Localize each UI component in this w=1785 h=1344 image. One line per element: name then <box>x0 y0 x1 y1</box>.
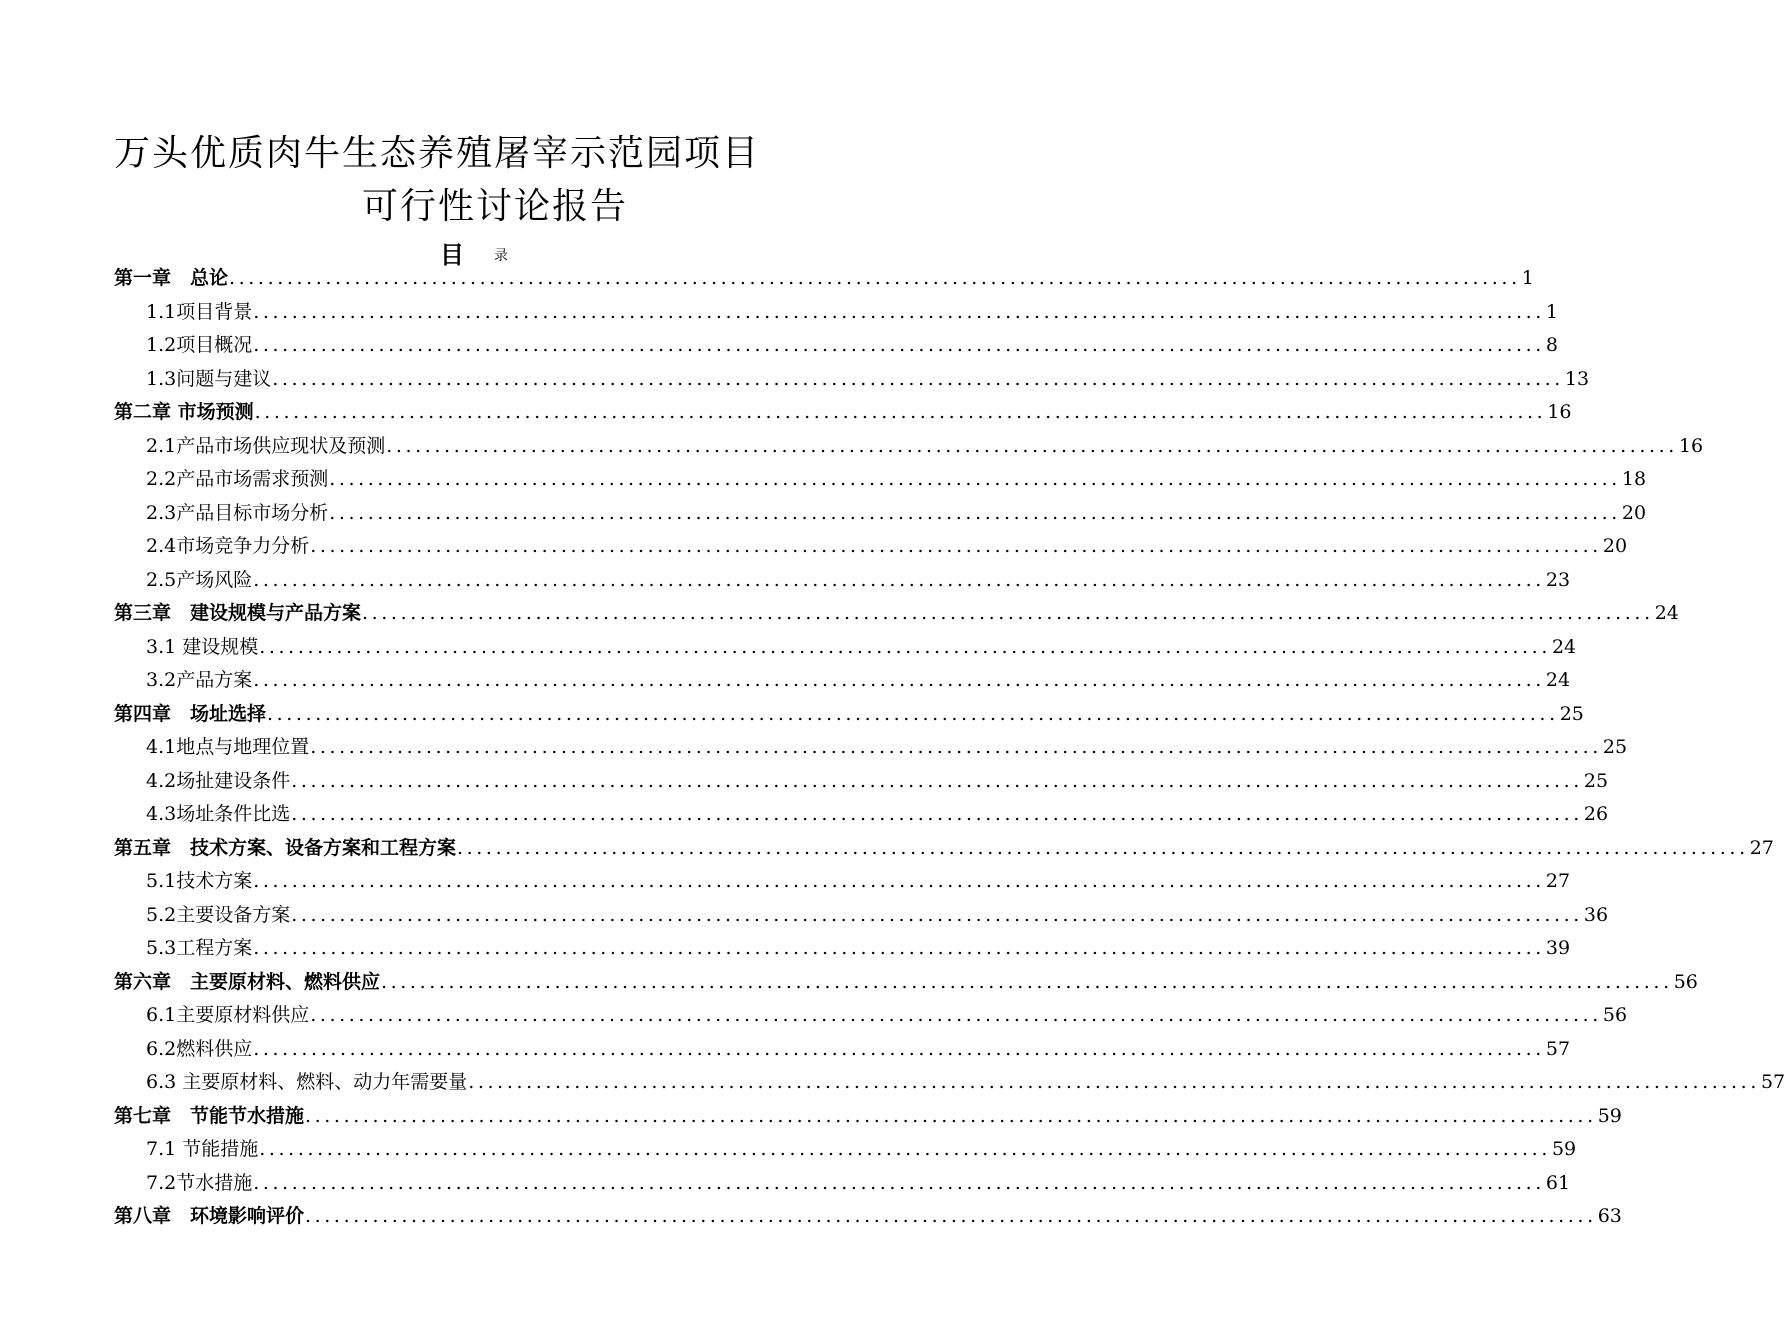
toc-section-entry[interactable] <box>114 463 1647 497</box>
toc-page-number: 27 <box>1545 870 1571 892</box>
toc-entry-title: 第六章 主要原材料、燃料供应 <box>114 970 381 993</box>
toc-section-entry[interactable] <box>114 296 1559 330</box>
toc-entry-title: 3.2产品方案 <box>146 669 253 691</box>
toc-entry-title: 第七章 节能节水措施 <box>114 1104 305 1127</box>
toc-page-number: 16 <box>1678 434 1704 457</box>
toc-section-entry[interactable] <box>114 430 1704 464</box>
toc-chapter-entry[interactable] <box>114 262 1534 296</box>
toc-page-number: 36 <box>1583 903 1609 926</box>
toc-dot-leader: ...................................................................................................................................... <box>305 1104 1597 1127</box>
toc-entry-title: 4.3场址条件比选 <box>146 803 291 825</box>
toc-section-entry[interactable] <box>114 865 1571 899</box>
toc-dot-leader: ...................................................................................................................................... <box>253 1037 1545 1060</box>
toc-dot-leader: ...................................................................................................................................... <box>253 937 1545 959</box>
toc-page-number: 56 <box>1673 970 1698 993</box>
table-of-contents <box>114 262 1785 1234</box>
toc-page-number: 1 <box>1545 300 1559 323</box>
toc-entry-title: 2.2产品市场需求预测 <box>146 468 329 490</box>
toc-heading-mu: 目 <box>440 240 464 269</box>
toc-dot-leader: ...................................................................................................................................... <box>457 836 1749 859</box>
toc-section-entry[interactable] <box>114 329 1559 363</box>
toc-dot-leader: ...................................................................................................................................... <box>253 870 1545 892</box>
toc-dot-leader: ...................................................................................................................................... <box>259 635 1551 658</box>
toc-dot-leader: ...................................................................................................................................... <box>253 300 1545 323</box>
toc-section-entry[interactable] <box>114 999 1628 1033</box>
toc-page-number: 13 <box>1564 367 1590 390</box>
toc-dot-leader: ...................................................................................................................................... <box>310 1004 1602 1026</box>
toc-section-entry[interactable] <box>114 530 1628 564</box>
toc-entry-title: 3.1 建设规模 <box>146 635 259 658</box>
toc-entry-title: 6.1主要原材料供应 <box>146 1004 310 1026</box>
toc-page-number: 24 <box>1551 635 1577 658</box>
toc-page-number: 59 <box>1597 1104 1622 1127</box>
toc-dot-leader: ...................................................................................................................................... <box>386 434 1678 457</box>
toc-entry-title: 1.3问题与建议 <box>146 367 272 390</box>
toc-section-entry[interactable] <box>114 631 1577 665</box>
toc-section-entry[interactable] <box>114 564 1571 598</box>
toc-page-number: 18 <box>1621 468 1647 490</box>
toc-dot-leader: ...................................................................................................................................... <box>291 769 1583 792</box>
toc-page-number: 20 <box>1602 535 1628 557</box>
toc-dot-leader: ...................................................................................................................................... <box>253 1171 1545 1194</box>
toc-entry-title: 5.2主要设备方案 <box>146 903 291 926</box>
toc-section-entry[interactable] <box>114 1167 1571 1201</box>
toc-section-entry[interactable] <box>114 497 1647 531</box>
toc-page-number: 25 <box>1602 736 1628 758</box>
toc-page-number: 57 <box>1760 1071 1785 1093</box>
toc-section-entry[interactable] <box>114 899 1609 933</box>
toc-page-number: 16 <box>1547 401 1572 423</box>
toc-page-number: 20 <box>1621 501 1647 524</box>
toc-section-entry[interactable] <box>114 1033 1571 1067</box>
toc-page-number: 27 <box>1749 836 1774 859</box>
toc-page-number: 61 <box>1545 1171 1571 1194</box>
toc-page-number: 8 <box>1545 334 1559 356</box>
toc-section-entry[interactable] <box>114 932 1571 966</box>
toc-entry-title: 1.2项目概况 <box>146 334 253 356</box>
toc-dot-leader: ...................................................................................................................................... <box>291 803 1583 825</box>
toc-dot-leader: ...................................................................................................................................... <box>329 501 1621 524</box>
toc-entry-title: 第四章 场址选择 <box>114 702 267 725</box>
toc-dot-leader: ...................................................................................................................................... <box>291 903 1583 926</box>
toc-page-number: 57 <box>1545 1037 1571 1060</box>
toc-page-number: 63 <box>1597 1205 1622 1227</box>
toc-chapter-entry[interactable] <box>114 1100 1622 1134</box>
toc-section-entry[interactable] <box>114 765 1609 799</box>
toc-page-number: 26 <box>1583 803 1609 825</box>
toc-chapter-entry[interactable] <box>114 396 1572 430</box>
toc-section-entry[interactable] <box>114 363 1590 397</box>
toc-section-entry[interactable] <box>114 664 1571 698</box>
toc-chapter-entry[interactable] <box>114 832 1774 866</box>
toc-entry-title: 第八章 环境影响评价 <box>114 1205 305 1227</box>
toc-dot-leader: ...................................................................................................................................... <box>381 970 1673 993</box>
toc-dot-leader: ...................................................................................................................................... <box>253 669 1545 691</box>
toc-entry-title: 第一章 总论 <box>114 267 229 289</box>
toc-entry-title: 第三章 建设规模与产品方案 <box>114 602 362 624</box>
toc-page-number: 25 <box>1559 702 1584 725</box>
document-title-line1: 万头优质肉牛生态养殖屠宰示范园项目 <box>114 133 761 174</box>
toc-page-number: 59 <box>1551 1138 1577 1160</box>
toc-page-number: 24 <box>1545 669 1571 691</box>
toc-entry-title: 6.2燃料供应 <box>146 1037 253 1060</box>
toc-page-number: 24 <box>1654 602 1679 624</box>
toc-dot-leader: ...................................................................................................................................... <box>253 568 1545 591</box>
toc-page-number: 25 <box>1583 769 1609 792</box>
toc-chapter-entry[interactable] <box>114 966 1698 1000</box>
toc-section-entry[interactable] <box>114 1133 1577 1167</box>
toc-dot-leader: ...................................................................................................................................... <box>267 702 1559 725</box>
toc-section-entry[interactable] <box>114 731 1628 765</box>
toc-chapter-entry[interactable] <box>114 698 1584 732</box>
toc-dot-leader: ...................................................................................................................................... <box>305 1205 1597 1227</box>
toc-entry-title: 4.2场扯建设条件 <box>146 769 291 792</box>
toc-dot-leader: ...................................................................................................................................... <box>272 367 1564 390</box>
toc-section-entry[interactable] <box>114 798 1609 832</box>
toc-dot-leader: ...................................................................................................................................... <box>329 468 1621 490</box>
toc-page-number: 56 <box>1602 1004 1628 1026</box>
toc-entry-title: 2.4市场竞争力分析 <box>146 535 310 557</box>
toc-entry-title: 7.2节水措施 <box>146 1171 253 1194</box>
toc-chapter-entry[interactable] <box>114 597 1679 631</box>
toc-dot-leader: ...................................................................................................................................... <box>254 401 1547 423</box>
toc-page-number: 1 <box>1521 267 1534 289</box>
toc-entry-title: 1.1项目背景 <box>146 300 253 323</box>
toc-entry-title: 5.3工程方案 <box>146 937 253 959</box>
toc-dot-leader: ...................................................................................................................................... <box>310 535 1602 557</box>
toc-dot-leader: ...................................................................................................................................... <box>310 736 1602 758</box>
toc-entry-title: 2.3产品目标市场分析 <box>146 501 329 524</box>
toc-dot-leader: ...................................................................................................................................... <box>468 1071 1760 1093</box>
toc-dot-leader: ...................................................................................................................................... <box>362 602 1654 624</box>
toc-heading-lu: 录 <box>494 248 508 264</box>
toc-dot-leader: ...................................................................................................................................... <box>259 1138 1551 1160</box>
toc-entry-title: 第五章 技术方案、设备方案和工程方案 <box>114 836 457 859</box>
toc-entry-title: 2.5产场风险 <box>146 568 253 591</box>
toc-section-entry[interactable] <box>114 1066 1785 1100</box>
document-title-line2: 可行性讨论报告 <box>362 186 629 227</box>
toc-entry-title: 4.1地点与地理位置 <box>146 736 310 758</box>
toc-dot-leader: ...................................................................................................................................... <box>229 267 1521 289</box>
toc-entry-title: 2.1产品市场供应现状及预测 <box>146 434 386 457</box>
toc-chapter-entry[interactable] <box>114 1200 1622 1234</box>
toc-page-number: 39 <box>1545 937 1571 959</box>
toc-dot-leader: ...................................................................................................................................... <box>253 334 1545 356</box>
toc-entry-title: 7.1 节能措施 <box>146 1138 259 1160</box>
toc-entry-title: 6.3 主要原材料、燃料、动力年需要量 <box>146 1071 468 1093</box>
toc-page-number: 23 <box>1545 568 1571 591</box>
toc-entry-title: 5.1技术方案 <box>146 870 253 892</box>
toc-entry-title: 第二章 市场预测 <box>114 401 254 423</box>
